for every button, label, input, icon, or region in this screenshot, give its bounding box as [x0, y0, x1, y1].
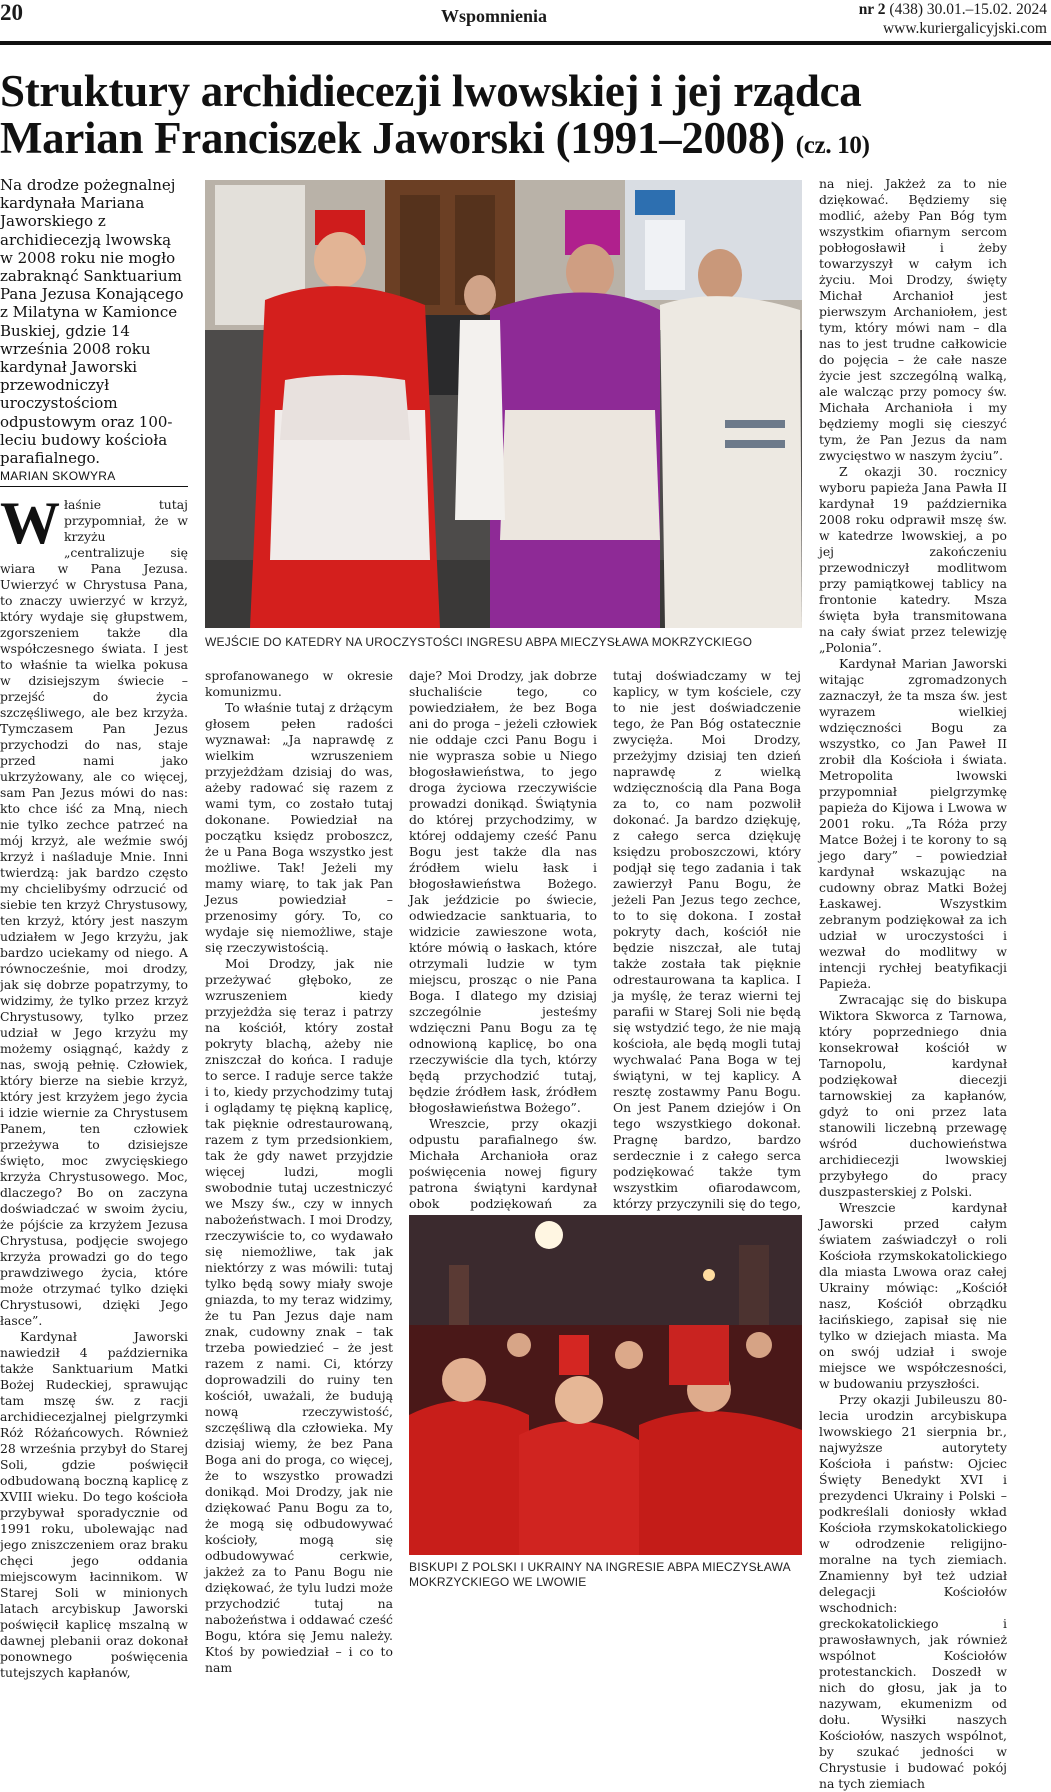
photo-2-caption: BISKUPI Z POLSKI I UKRAINY NA INGRESIE ABPA MIECZYSŁAWA MOKRZYCKIEGO WE LWOWIE — [409, 1560, 791, 1589]
part-number: (cz. 10) — [795, 132, 870, 159]
column-5 — [819, 176, 1007, 1791]
photo-bishops-image — [409, 1215, 802, 1555]
paragraph: Zwracając się do biskupa Wiktora Skworca z Tarnowa, który poprzedniego dnia konsekrował kościół w Tarnopolu, kardynał podziękował diecezji tarnowskiej za kapłanów, gdyż to oni przez lata stanowili liczebną przewagę wśród duchowieństwa archidiecezji lwowskiej przybyłego do pracy duszpasterskiej z Polski. — [819, 992, 1007, 1199]
byline-rule — [0, 486, 188, 487]
photo-cathedral-entrance — [205, 180, 802, 628]
paragraph: Wreszcie kardynał Jaworski przed całym światem zaświadczył o roli Kościoła rzymskokatolickiego dla miasta Lwowa oraz całej Ukrainy mówiąc: „Kościół nasz, Kościół obrządku łacińskiego, zapisał się nie tylko w dziejach miasta. Ma on swój udział i swoje miejsce we współczesności, w budowaniu przyszłości. — [819, 1200, 1007, 1391]
paragraph: To właśnie tutaj z drżącym głosem pełen radości wyznawał: „Ja naprawdę z wielkim wzruszeniem przyjeżdżam dzisiaj do was, ażeby radować się razem z wami tym, co zostało tutaj dokonane. Powiedział na początku księdz proboszcz, że u Pana Boga wszystko jest możliwe. Tak! Jeżeli my mamy wiarę, to tak jak Pan Jezus powiedział – przenosimy góry. To, co wydaje się niemożliwe, staje się rzeczywistością. — [205, 700, 393, 955]
column-1 — [0, 490, 188, 1680]
paragraph: Kardynał Marian Jaworski witając zgromadzonych zaznaczył, że ta msza św. jest wyrazem wielkiej wdzięczności Bogu za wszystko, co Jan Paweł II zrobił dla Kościoła i świata. Metropolita lwowski przypomniał pielgrzymkę papieża do Kijowa i Lwowa w 2001 roku. „Ta Róża przy Matce Bożej i te korony to są jego dary” – powiedział kardynał wskazując na cudowny obraz Matki Bożej Łaskawej. Wszystkim zebranym podziękował za ich udział w uroczystości i wezwał do modlitwy w intencji rychłej beatyfikacji Papieża. — [819, 656, 1007, 991]
column-2 — [205, 668, 393, 1675]
column-4 — [613, 668, 801, 1211]
lead-paragraph: Na drodze pożegnalnej kardynała Mariana Jaworskiego z archidiecezją lwowską w 2008 roku nie mogło zabraknąć Sanktuarium Pana Jezusa Konającego z Milatyna w Kamionce Buskiej, gdzie 14 września 2008 roku kardynał Jaworski przewodniczył uroczystościom odpustowym oraz 100-leciu budowy kościoła parafialnego. — [0, 176, 184, 468]
paragraph: na niej. Jakżeż za to nie dziękować. Będziemy się modlić, ażeby Pan Bóg tym wszystkim ofiarnym sercom pobłogosławił i żeby towarzyszył w całym ich życiu. Moi Drodzy, święty Michał Archanioł jest pierwszym Archaniołem, jest tym, który mówi nam – dla nas to jest trudne całkowicie do pojęcia – że całe nasze życie jest szczególną walką, ale walcząc przy pomocy św. Michała Archanioła i my będziemy mogli się cieszyć tym, że Pan Jezus da nam zwycięstwo w naszym życiu”. — [819, 176, 1007, 463]
paragraph: tutaj doświadczamy w tej kaplicy, w tym kościele, czy to nie jest doświadczenie tego, że Pan Bóg ostatecznie zwycięża. Moi Drodzy, przeżyjmy dzisiaj ten dzień naprawdę z wielką wdzięcznością dla Pana Boga za to, co nam pozwolił dokonać. Ja bardzo dziękuję, z całego serca dziękuję księdzu proboszczowi, który podjął się tego zadania i tak zawierzył Panu Bogu, że jeżeli Pan Jezus tego zechce, to to się dokona. I został pokryty dach, kościół nie będzie niszczał, ale tutaj także została tak pięknie odrestaurowana ta kaplica. I ja myślę, że teraz wierni tej parafii w Starej Soli nie będą się wstydzić tego, że nie mają kościoła, ale będą mogli tutaj wychwalać Pana Boga w tej świątyni, w tej kaplicy. A resztę zostawmy Panu Bogu. On jest Panem dziejów i On tego wszystkiego dokonał. Pragnę bardzo, bardzo serdecznie i z całego serca podziękować także tym wszystkim ofiarodawcom, którzy przyczynili się do tego, — [613, 668, 801, 1211]
title-line-2: Marian Franciszek Jaworski (1991–2008) (cz. 10) — [0, 113, 870, 163]
title-line-1: Struktury archidiecezji lwowskiej i jej rządca — [0, 66, 862, 116]
paragraph: daje? Moi Drodzy, jak dobrze słuchaliście tego, co powiedziałem, że bez Boga ani do proga – jeżeli człowiek nie oddaje czci Panu Bogu i nie wyprasza sobie u Niego błogosławieństwa, to jego droga życiowa rzeczywiście prowadzi donikąd. Świątynia do której przychodzimy, w której oddajemy cześć Panu Bogu jest także dla nas źródłem wielu łask i błogosławieństwa Bożego. Jak jeździcie po świecie, odwiedzacie sanktuaria, to widzicie zawieszone wota, które mówią o łaskach, które otrzymali ludzie w tym miejscu, prosząc o nie Pana Boga. I dlatego my dzisiaj szczególnie jesteśmy wdzięczni Panu Bogu za tę odnowioną kaplicę, bo ona rzeczywiście dla tych, którzy będą przychodzić tutaj, będzie źródłem łask, źródłem błogosławieństwa Bożego”. — [409, 668, 597, 1115]
photo-bishops — [409, 1215, 802, 1555]
first-paragraph: Właśnie tutaj przypomniał, że w krzyżu „centralizuje się wiara w Pana Jezusa. Uwierzyć w Chrystusa Pana, to znaczy uwierzyć w krzyż, który wydaje się głupstwem, zgorszeniem także dla współczesnego świata. I jest to właśnie ta wielka pokusa w dzisiejszym świecie – przejść do życia szczęśliwego, ale bez krzyża. Tymczasem Pan Jezus przychodzi do nas, staje przed nami jako ukrzyżowany, ale co więcej, sam Pan Jezus mówi do nas: kto chce iść za Mną, niech nie tylko zechce patrzeć na mój krzyż, ale weźmie swój krzyż i naśladuje Mnie. Inni twierdzą: jak bardzo często my chcielibyśmy odrzucić od siebie ten krzyż Chrystusowy, ten krzyż, który jest naszym udziałem w Jego krzyżu, jak bardzo uciekamy od niego. A równocześnie, moi drodzy, jak się dobrze popatrzymy, to widzimy, że tylko przez krzyż Chrystusowy, tylko przez udział w Jego krzyżu my możemy osiągnąć, każdy z nas, swoją pełnię. Człowiek, który bierze na siebie krzyż, który jest krzyżem jego życia i idzie wiernie za Chrystusem Panem, ten człowiek przeżywa to dzisiejsze święto, moc zwycięskiego krzyża Chrystusowego. Moc, dlaczego? Bo on zaczyna doświadczać w swoim życiu, że pójście za krzyżem Jezusa Chrystusa, podjęcie swojego krzyża prowadzi go do tego prawdziwego życia, które może otrzymać tylko dzięki Chrystusowi, dzięki Jego łasce”. — [0, 490, 188, 1328]
issue-info — [859, 0, 1047, 38]
author-byline: MARIAN SKOWYRA — [0, 469, 116, 483]
paragraph: sprofanowanego w okresie komunizmu. — [205, 668, 393, 699]
header-rule — [0, 41, 1051, 45]
paragraph: Wreszcie, przy okazji odpustu parafialnego św. Michała Archanioła oraz poświęcenia nowej figury patrona świątyni kardynał obok podziękowań za — [409, 1116, 597, 1211]
paragraph: Moi Drodzy, jak nie przeżywać głęboko, ze wzruszeniem kiedy przyjeżdża się teraz i patrzy na kościół, który został pokryty blachą, ażeby nie zniszczał do końca. I raduje to serce. I raduje serce także i to, kiedy przychodzimy tutaj i oglądamy tę piękną kaplicę, tak pięknie odrestaurowaną, razem z tym przedsionkiem, tak że gdy nawet przyjdzie więcej ludzi, mogli swobodnie tutaj uczestniczyć we Mszy św., czy w innych nabożeństwach. I moi Drodzy, rzeczywiście to, co wydawało się niemożliwe, tak jak niektórzy z was mówili: tutaj tylko będą sowy miały swoje gniazda, to my teraz widzimy, że tu Pan Jezus daje nam znak, cudowny znak – tak trzeba powiedzieć – że jest razem z nami. Ci, którzy doprowadzili do ruiny ten kościół, uważali, że budują nową rzeczywistość, szczęśliwą dla człowieka. My dzisiaj wiemy, że bez Pana Boga ani do proga, co więcej, że to wszystko prowadzi donikąd. Moi Drodzy, jak nie dziękować Panu Bogu za to, że mogą się odbudowywać kościoły, mogą się odbudowywać cerkwie, jakżeż za to Panu Bogu nie dziękować, że tylu ludzi może przychodzić tutaj na nabożeństwa i oddawać cześć Bogu, która się Jemu należy. Ktoś by powiedział – i co to nam — [205, 956, 393, 1675]
website-link[interactable]: www.kuriergalicyjski.com — [882, 20, 1047, 37]
photo-1-caption: WEJŚCIE DO KATEDRY NA UROCZYSTOŚCI INGRESU ABPA MIECZYSŁAWA MOKRZYCKIEGO — [205, 635, 753, 649]
issue-number: nr 2 (438) 30.01.–15.02. 2024 — [858, 1, 1047, 18]
paragraph: Kardynał Jaworski nawiedził 4 października także Sanktuarium Matki Bożej Rudeckiej, sprawując tam mszę św. z racji archidiecezjalnej pielgrzymki Róż Różańcowych. Również 28 września przybył do Starej Soli, gdzie poświęcił odbudowaną boczną kaplicę z XVIII wieku. Do tego kościoła przybywał sporadycznie od 1991 roku, ubolewając nad jego zniszczeniem oraz braku chęci jego oddania miejscowym łacinnikom. W Starej Soli w minionych latach arcybiskup Jaworski poświęcił kaplicę mszalną w dawnej plebanii oraz dokonał ponownego poświęcenia tutejszych kapłanów, — [0, 1329, 188, 1680]
paragraph: Z okazji 30. rocznicy wyboru papieża Jana Pawła II kardynał 19 października 2008 roku odprawił mszę św. w katedrze lwowskiej, a po jej zakończeniu przewodniczył modlitwom przy pamiątkowej tablicy na frontonie katedry. Msza święta była transmitowana na cały świat przez telewizję „Polonia”. — [819, 464, 1007, 655]
photo-cathedral-entrance-image — [205, 180, 802, 628]
column-3 — [409, 668, 597, 1211]
article-title — [0, 68, 1051, 169]
section-name: Wspomnienia — [441, 6, 548, 26]
page-number: 20 — [0, 0, 23, 25]
drop-cap: W — [0, 490, 60, 556]
paragraph: Przy okazji Jubileuszu 80-lecia urodzin arcybiskupa lwowskiego 21 sierpnia br., najwyższe autorytety Kościoła i państw: Ojciec Święty Benedykt XVI i prezydenci Ukrainy i Polski – podkreślali doniosły wkład Kościoła rzymskokatolickiego w odrodzenie religijno-moralne na tych ziemiach. Znamienny był też udział delegacji Kościołów wschodnich: greckokatolickiego i prawosławnych, jak również wspólnot Kościołów protestanckich. Doszedł w nich do głosu, jak ja to nazywam, ekumenizm od dołu. Wysiłki naszych Kościołów, naszych wspólnot, by szukać jedności w Chrystusie i budować pokój na tych ziemiach — [819, 1392, 1007, 1791]
